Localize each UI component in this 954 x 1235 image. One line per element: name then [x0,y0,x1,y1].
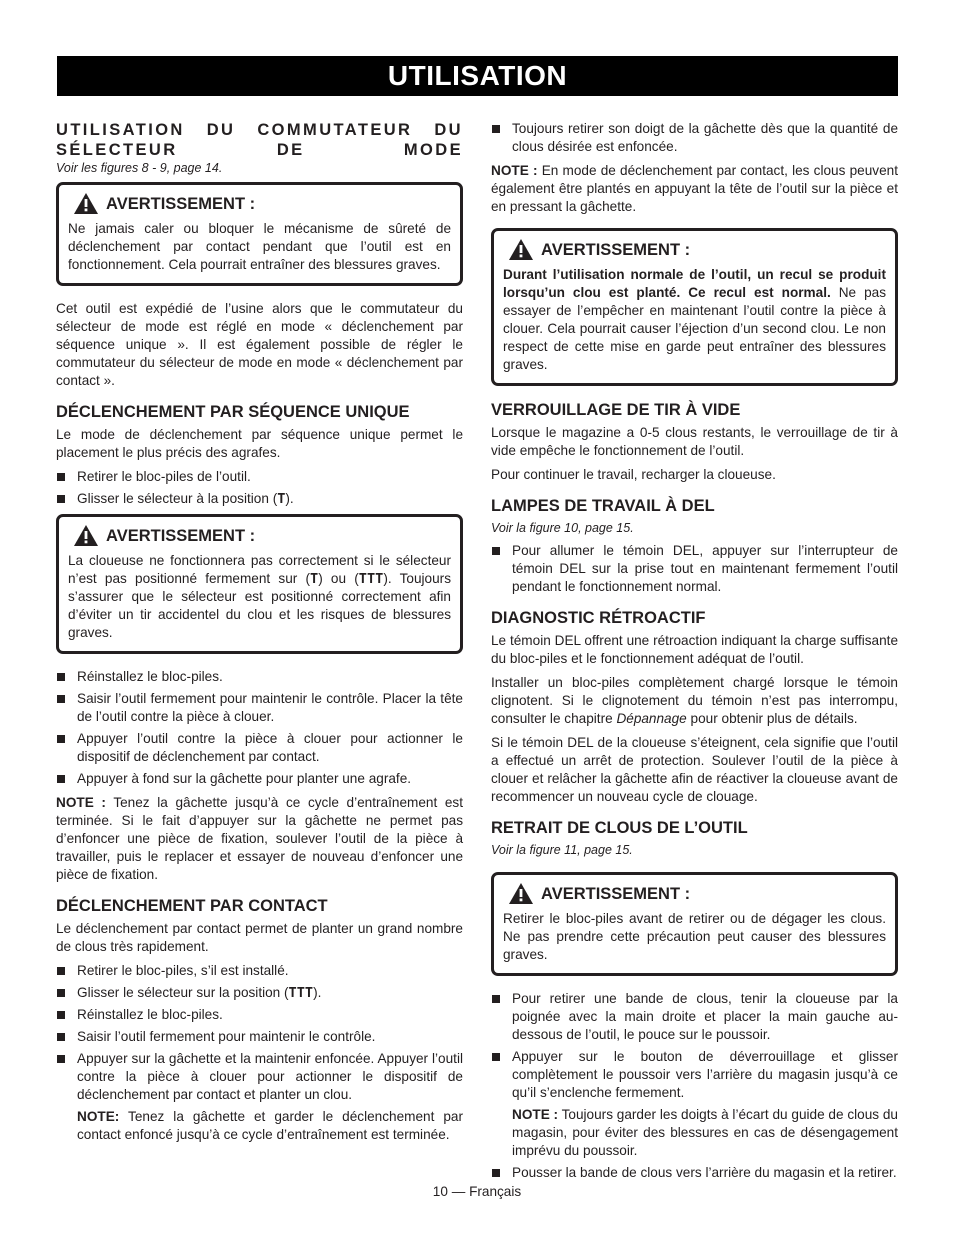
bullet-list [491,120,898,156]
list-item-text: Glisser le sélecteur sur la position ( [77,985,289,1000]
left-column [56,120,463,1150]
warning-triangle-icon [74,525,98,546]
warning-box [56,514,463,654]
warning-triangle-icon [509,239,533,260]
warning-box [491,872,898,976]
note-label: NOTE : [512,1107,559,1122]
list-item [56,490,463,508]
list-item: Réinstallez le bloc-piles. [56,668,463,686]
section-title-dry-fire-lockout: VERROUILLAGE DE TIR À VIDE [491,401,741,419]
list-item [491,1048,898,1160]
paragraph: Lorsque le magazine a 0-5 clous restants, le verrouillage de tir à vide empêche le fonctionnement de l’outil. [491,425,898,458]
single-sequence-symbol: T [277,491,286,507]
section-title-diagnostic-feedback: DIAGNOSTIC RÉTROACTIF [491,609,706,627]
bullet-list [56,962,463,1144]
bullet-list [56,668,463,788]
note-label: NOTE : [491,163,538,178]
paragraph: Le mode de déclenchement par séquence unique permet le placement le plus précis des agrafes. [56,427,463,460]
note-paragraph [56,794,463,884]
section-title-led-work-lights: LAMPES DE TRAVAIL À DEL [491,497,715,515]
warning-text [503,266,886,374]
warning-text-part: ). Toujours s’assurer que le sélecteur est positionné correctement afin d’éviter un tir accidentel du clou et les risques de blessures graves. [68,571,452,640]
page-banner: UTILISATION [57,56,898,96]
note-paragraph [491,162,898,216]
warning-text-part: Ne pas essayer de l’empêcher en maintenant l’outil contre la pièce à clouer. Cela pourrait causer l’éjection d’un second clou. Le non respect de cette mise en garde peut entraîner des blessures graves. [503,285,886,372]
section-title-single-sequence: DÉCLENCHEMENT PAR SÉQUENCE UNIQUE [56,403,410,421]
list-item: Toujours retirer son doigt de la gâchette dès que la quantité de clous désirée est enfoncée. [491,120,898,156]
section-title-mode-selector: UTILISATION DU COMMUTATEUR DU SÉLECTEUR DE MODE [56,121,463,159]
page-footer: 10 — Français [432,1184,522,1199]
warning-title: AVERTISSEMENT : [541,240,691,259]
warning-title: AVERTISSEMENT : [106,526,256,545]
note-text: Tenez la gâchette jusqu’à ce cycle d’entraînement est terminée. Si le fait d’appuyer sur la gâchette ne permet pas d’enfoncer une pièce de fixation, soulever l’outil de la pièce à travailler, puis le replacer et essayer de nouveau d’enfoncer une pièce de fixation. [56,795,463,882]
paragraph-text: pour obtenir plus de détails. [686,711,858,726]
section-title-contact-trip: DÉCLENCHEMENT PAR CONTACT [56,897,328,915]
note-text: Toujours garder les doigts à l’écart du guide de clous du magasin, pour éviter des blessures en cas de désengagement imprévu du poussoir. [512,1107,898,1158]
warning-header [509,883,886,904]
figure-reference: Voir la figure 10, page 15. [491,521,634,535]
bullet-list [56,468,463,508]
note-label: NOTE: [77,1109,120,1124]
note-paragraph [77,1108,463,1144]
note-paragraph [512,1106,898,1160]
right-column [491,120,898,1188]
list-item-text: Appuyer sur le bouton de déverrouillage et glisser complètement le poussoir vers l’arrière du magasin jusqu’à ce qu’il s’enclenche fermement. [512,1049,898,1100]
list-item-text: Appuyer sur la gâchette et la maintenir enfoncée. Appuyer l’outil contre la pièce à clouer pour actionner le dispositif de déclenchement par contact et planter un clou. [77,1051,463,1102]
list-item: Pour allumer le témoin DEL, appuyer sur l’interrupteur de témoin DEL sur la prise tout en maintenant fermement l’outil pendant le fonctionnement normal. [491,542,898,596]
warning-triangle-icon [509,883,533,904]
warning-text-part: La cloueuse ne fonctionnera pas correctement si le sélecteur n’est pas positionné fermement sur ( [68,553,451,586]
figure-reference: Voir la figure 11, page 15. [491,843,633,857]
list-item: Retirer le bloc-piles de l’outil. [56,468,463,486]
paragraph: Pour continuer le travail, recharger la cloueuse. [491,467,776,482]
contact-trip-symbol: TTT [358,571,384,587]
warning-box [56,182,463,286]
list-item: Saisir l’outil fermement pour maintenir le contrôle. Placer la tête de l’outil contre la pièce à clouer. [56,690,463,726]
warning-header [509,239,886,260]
list-item-text: ). [313,985,322,1000]
paragraph: Cet outil est expédié de l’usine alors que le commutateur du sélecteur de mode est réglé en mode « déclenchement par séquence unique ». Il est également possible de régler le commutateur du sélecteur de mode en mode « déclenchement par contact ». [56,301,463,388]
paragraph [491,674,898,728]
list-item: Réinstallez le bloc-piles. [56,1006,463,1024]
bullet-list [491,990,898,1182]
warning-title: AVERTISSEMENT : [106,194,256,213]
contact-trip-symbol: TTT [288,985,314,1001]
warning-text: Ne jamais caler ou bloquer le mécanisme de sûreté de déclenchement par contact pendant que l’outil est en fonctionnement. Cela pourrait entraîner des blessures graves. [68,221,451,272]
list-item: Appuyer l’outil contre la pièce à clouer pour actionner le dispositif de déclenchement par contact. [56,730,463,766]
note-text: En mode de déclenchement par contact, les clous peuvent également être plantés en appuyant la tête de l’outil sur la pièce et en pressant la gâchette. [491,163,898,214]
note-label: NOTE : [56,795,106,810]
list-item: Pousser la bande de clous vers l’arrière du magasin et la retirer. [491,1164,898,1182]
paragraph-text: Installer un bloc-piles complètement chargé lorsque le témoin clignotent. Si le clignotement du témoin n’est pas interrompu, consulter le chapitre [491,675,898,726]
warning-text [68,552,451,642]
warning-triangle-icon [74,193,98,214]
list-item [56,984,463,1002]
note-text: Tenez la gâchette et garder le déclenchement par contact enfoncé jusqu’à ce cycle d’entraînement est terminée. [77,1109,463,1142]
figure-reference: Voir les figures 8 - 9, page 14. [56,161,223,175]
warning-text: Retirer le bloc-piles avant de retirer ou de dégager les clous. Ne pas prendre cette précaution peut causer des blessures graves. [503,911,886,962]
list-item [56,1050,463,1144]
list-item: Appuyer à fond sur la gâchette pour planter une agrafe. [56,770,463,788]
section-title-nail-removal: RETRAIT DE CLOUS DE L’OUTIL [491,819,748,837]
bullet-list [491,542,898,596]
warning-title: AVERTISSEMENT : [541,884,691,903]
list-item-text: Glisser le sélecteur à la position ( [77,491,278,506]
paragraph: Si le témoin DEL de la cloueuse s’éteignent, cela signifie que l’outil a effectué un arrêt de protection. Soulever l’outil de la pièce à clouer et relâcher la gâchette afin de réactiver la cloueuse avant de recommencer un nouveau cycle de clouage. [491,735,898,804]
warning-text-part: ) ou ( [318,571,359,586]
paragraph: Le témoin DEL offrent une rétroaction indiquant la charge suffisante du bloc-piles et le fonctionnement adéquat de l’outil. [491,633,898,666]
list-item-text: ). [285,491,294,506]
warning-box [491,228,898,386]
single-sequence-symbol: T [310,571,319,587]
warning-header [74,525,451,546]
warning-text-bold: Durant l’utilisation normale de l’outil, un recul se produit lorsqu’un clou est planté. Ce recul est normal. [503,267,886,300]
list-item: Pour retirer une bande de clous, tenir la cloueuse par la poignée avec la main droite et placer la main gauche au-dessous de l’outil, le pouce sur le poussoir. [491,990,898,1044]
troubleshooting-reference: Dépannage [616,711,687,726]
list-item: Retirer le bloc-piles, s’il est installé. [56,962,463,980]
paragraph: Le déclenchement par contact permet de planter un grand nombre de clous très rapidement. [56,921,463,954]
list-item: Saisir l’outil fermement pour maintenir le contrôle. [56,1028,463,1046]
warning-header [74,193,451,214]
